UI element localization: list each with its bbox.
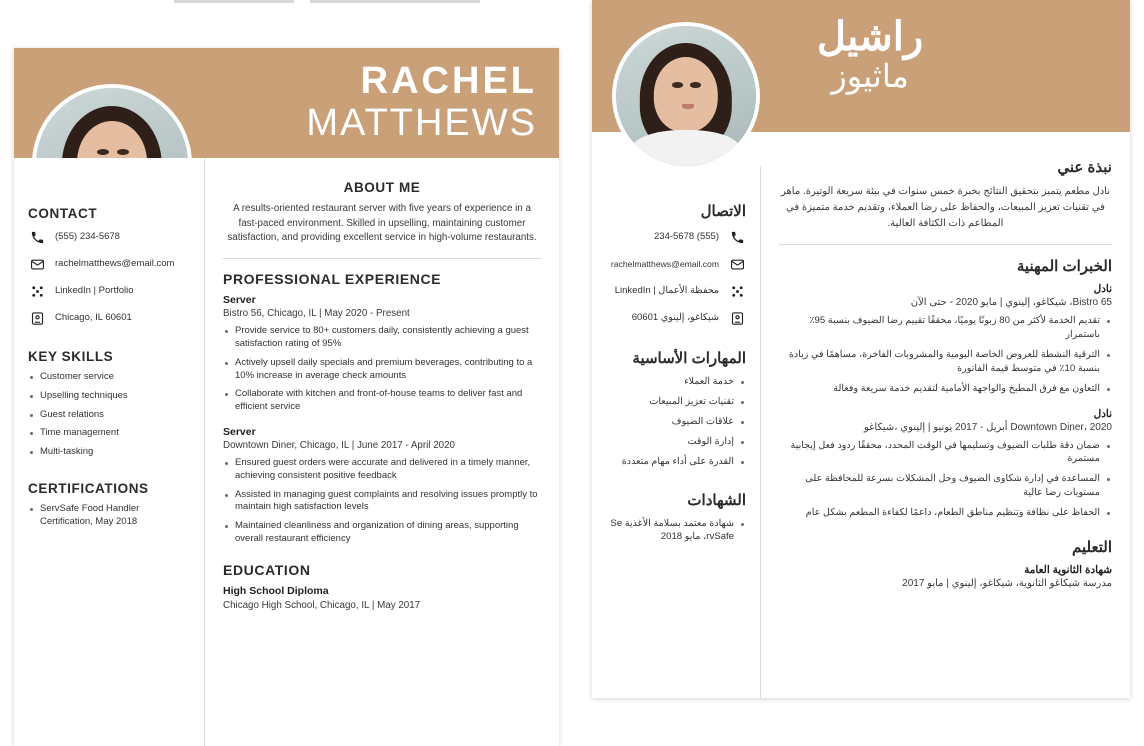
photo-shirt xyxy=(631,130,740,170)
profile-photo xyxy=(612,22,760,170)
contact-section xyxy=(14,206,204,327)
experience-entry xyxy=(779,408,1112,521)
job-bullets xyxy=(779,314,1112,396)
resume-name-block xyxy=(730,16,1010,94)
certifications-title: CERTIFICATIONS xyxy=(28,481,149,497)
last-name: MATTHEWS xyxy=(306,102,537,144)
photo-eye-right xyxy=(117,149,129,155)
contact-location-text: Chicago, IL 60601 xyxy=(55,312,132,324)
contact-email-text: rachelmatthews@email.com xyxy=(610,258,719,269)
contact-phone-text: (555) 234-5678 xyxy=(654,231,719,243)
education-meta: Chicago High School, Chicago, IL | May 2017 xyxy=(223,599,421,611)
main-column xyxy=(205,158,559,746)
first-name: RACHEL xyxy=(360,60,537,102)
link-icon xyxy=(28,282,46,300)
list-item: الترقية النشطة للعروض الخاصة اليومية والمشروبات الفاخرة، مساهمًا في زيادة بنسبة 10٪ في متوسط قيمة الفاتورة xyxy=(779,348,1112,376)
key-skills-list xyxy=(606,375,746,469)
photo-eye-left xyxy=(97,149,109,155)
contact-section xyxy=(592,202,760,327)
job-role: نادل xyxy=(1093,283,1112,295)
list-item: القدرة على أداء مهام متعددة xyxy=(606,455,746,469)
key-skills-section xyxy=(14,349,204,459)
about-title: نبذة عني xyxy=(1057,159,1112,176)
experience-title: PROFESSIONAL EXPERIENCE xyxy=(223,271,442,288)
contact-location-text: شيكاغو، إلينوي 60601 xyxy=(631,312,719,324)
about-title: ABOUT ME xyxy=(343,180,421,195)
list-item: Provide service to 80+ customers daily, consistently achieving a guest satisfaction rating of 95% xyxy=(223,325,541,351)
english-resume-page[interactable] xyxy=(14,48,559,746)
certifications-list xyxy=(606,517,746,545)
about-text: A results-oriented restaurant server with five years of experience in a fast-paced environment. Skilled in upselling, maintaining customer satisfaction, and providing excellent service in high-volume restaurants. xyxy=(227,203,537,244)
resume-name-block xyxy=(306,62,537,142)
education-degree: High School Diploma xyxy=(223,584,329,597)
certifications-section xyxy=(592,491,760,545)
main-column xyxy=(761,140,1130,698)
photo-mouth xyxy=(682,104,695,108)
contact-item-location[interactable] xyxy=(28,309,190,327)
section-divider xyxy=(779,244,1112,245)
job-bullets xyxy=(223,457,541,546)
experience-entry xyxy=(223,294,541,414)
last-name: ماثيوز xyxy=(831,58,909,94)
key-skills-section xyxy=(592,349,760,469)
key-skills-list xyxy=(28,371,190,459)
email-icon xyxy=(28,255,46,273)
phone-icon xyxy=(728,228,746,246)
job-role: Server xyxy=(223,425,256,438)
contact-title: CONTACT xyxy=(28,206,98,221)
education-title: التعليم xyxy=(1072,539,1112,557)
list-item: شهادة معتمد بسلامة الأغذية Se rvSafe، مايو 2018 xyxy=(606,517,746,545)
contact-link-text: محفظة الأعمال | LinkedIn xyxy=(614,285,719,297)
certifications-title: الشهادات xyxy=(687,491,746,509)
about-text: نادل مطعم يتميز بتحقيق النتائج بخبرة خمس سنوات في بيئة سريعة الوتيرة. ماهر في تقنيات تعزيز المبيعات، والحفاظ على رضا العملاء، وتقديم خدمة متميزة في المطاعم ذات الكثافة العالية. xyxy=(780,186,1111,229)
key-skills-title: KEY SKILLS xyxy=(28,349,114,364)
contact-item-email[interactable] xyxy=(606,255,746,273)
contact-link-text: LinkedIn | Portfolio xyxy=(55,285,134,297)
contact-item-location[interactable] xyxy=(606,309,746,327)
contact-item-phone[interactable] xyxy=(606,228,746,246)
list-item: Collaborate with kitchen and front-of-house teams to deliver fast and efficient service xyxy=(223,388,541,414)
list-item: Ensured guest orders were accurate and delivered in a timely manner, achieving consistent positive feedback xyxy=(223,457,541,483)
job-bullets xyxy=(779,439,1112,521)
photo-eye-left xyxy=(672,82,683,88)
list-item: Maintained cleanliness and organization of dining areas, supporting overall restaurant efficiency xyxy=(223,520,541,546)
sidebar xyxy=(592,166,760,698)
list-item: خدمة العملاء xyxy=(606,375,746,389)
certifications-list xyxy=(28,503,190,529)
location-icon xyxy=(728,309,746,327)
education-title: EDUCATION xyxy=(223,561,311,578)
first-name: راشيل xyxy=(816,15,924,59)
contact-item-link[interactable] xyxy=(606,282,746,300)
list-item: ServSafe Food Handler Certification, May 2018 xyxy=(28,503,190,529)
top-edge-artifact xyxy=(174,0,294,3)
phone-icon xyxy=(28,228,46,246)
contact-title: الاتصال xyxy=(700,203,746,220)
key-skills-title: المهارات الأساسية xyxy=(632,350,746,367)
contact-email-text: rachelmatthews@email.com xyxy=(55,258,175,270)
list-item: Actively upsell daily specials and premium beverages, contributing to a 10% increase in average check amounts xyxy=(223,357,541,383)
contact-item-email[interactable] xyxy=(28,255,190,273)
job-meta: Bistro 65، شيكاغو، إلينوي | مايو 2020 - حتى الآن xyxy=(910,297,1112,308)
experience-title: الخبرات المهنية xyxy=(1016,258,1112,275)
sidebar xyxy=(14,158,204,746)
experience-entry xyxy=(223,426,541,546)
top-edge-artifact xyxy=(310,0,480,3)
list-item: Time management xyxy=(28,427,190,440)
list-item: ضمان دقة طلبات الضيوف وتسليمها في الوقت المحدد، محققًا ردود فعل إيجابية مستمرة xyxy=(779,439,1112,467)
list-item: الحفاظ على نظافة وتنظيم مناطق الطعام، داعمًا لكفاءة المطعم بشكل عام xyxy=(779,506,1112,520)
contact-item-phone[interactable] xyxy=(28,228,190,246)
list-item: Customer service xyxy=(28,371,190,384)
contact-item-link[interactable] xyxy=(28,282,190,300)
list-item: Guest relations xyxy=(28,409,190,422)
list-item: التعاون مع فرق المطبخ والواجهة الأمامية لتقديم خدمة سريعة وفعالة xyxy=(779,382,1112,396)
section-divider xyxy=(223,258,541,259)
education-meta: مدرسة شيكاغو الثانوية، شيكاغو، إلينوي | مايو 2017 xyxy=(902,578,1112,590)
list-item: علاقات الضيوف xyxy=(606,415,746,429)
education-degree: شهادة الثانوية العامة xyxy=(1024,564,1112,577)
location-icon xyxy=(28,309,46,327)
contact-phone-text: (555) 234-5678 xyxy=(55,231,120,243)
job-bullets xyxy=(223,325,541,414)
photo-eye-right xyxy=(690,82,701,88)
list-item: المساعدة في إدارة شكاوى الضيوف وحل المشكلات بسرعة للمحافظة على مستويات رضا عالية xyxy=(779,472,1112,500)
list-item: تقديم الخدمة لأكثر من 80 زبونًا يوميًا، محققًا تقييم رضا الضيوف بنسبة 95٪ باستمرار xyxy=(779,314,1112,342)
list-item: Assisted in managing guest complaints and resolving issues promptly to maintain high satisfaction levels xyxy=(223,489,541,515)
job-meta: Downtown Diner، 2020 أبريل - 2017 يونيو | إلينوي ،شيكاغو xyxy=(863,421,1112,433)
photo-face xyxy=(654,57,718,133)
job-meta: Bistro 56, Chicago, IL | May 2020 - Present xyxy=(223,308,410,320)
job-role: Server xyxy=(223,294,256,307)
list-item: Upselling techniques xyxy=(28,390,190,403)
arabic-resume-page[interactable] xyxy=(592,0,1130,698)
experience-entry xyxy=(779,283,1112,396)
list-item: إدارة الوقت xyxy=(606,435,746,449)
list-item: Multi-tasking xyxy=(28,446,190,459)
photo-illustration xyxy=(616,26,756,166)
job-meta: Downtown Diner, Chicago, IL | June 2017 - April 2020 xyxy=(223,439,456,451)
link-icon xyxy=(728,282,746,300)
list-item: تقنيات تعزيز المبيعات xyxy=(606,395,746,409)
job-role: نادل xyxy=(1093,407,1112,420)
certifications-section xyxy=(14,481,204,529)
email-icon xyxy=(728,255,746,273)
